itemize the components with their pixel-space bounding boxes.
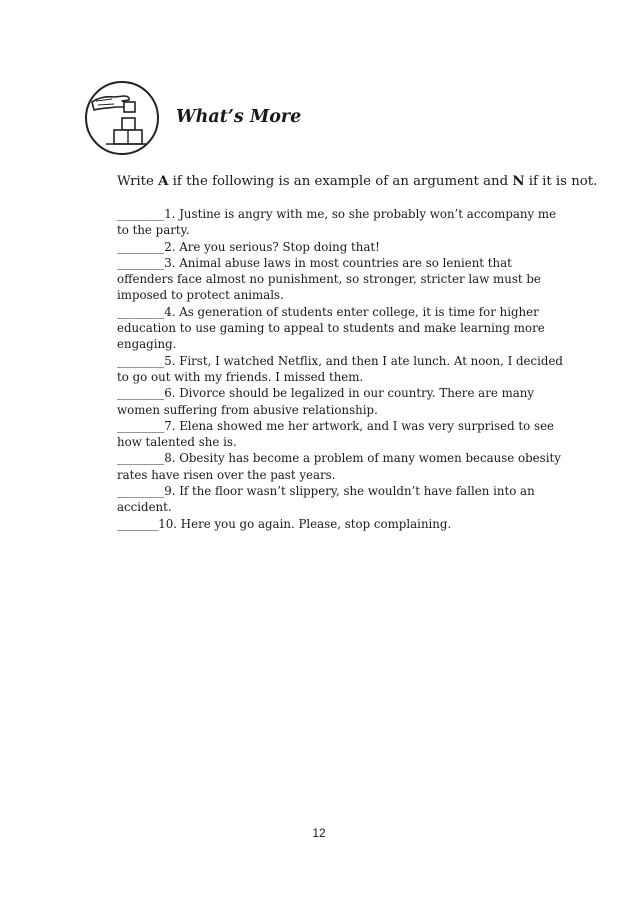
answer-blank[interactable]: ________	[117, 386, 165, 401]
page-number: 12	[312, 826, 326, 840]
answer-blank[interactable]: ________	[117, 304, 165, 319]
instruction-post: if it is not.	[524, 174, 598, 189]
question-text: 9. If the floor wasn’t slippery, she wouldn’t have fallen into an accident.	[117, 484, 535, 515]
instruction-mid: if the following is an example of an argument and	[168, 174, 513, 189]
answer-blank[interactable]: ________	[117, 239, 165, 254]
question-item	[117, 483, 569, 516]
question-text: 4. As generation of students enter college, it is time for higher education to use gaming to appeal to students and make learning more engaging.	[117, 304, 545, 352]
answer-blank[interactable]: ________	[117, 207, 165, 221]
answer-blank[interactable]: ________	[117, 353, 165, 368]
section-header	[84, 80, 404, 160]
answer-blank[interactable]: ________	[117, 255, 165, 270]
question-item	[117, 239, 569, 255]
question-item	[117, 255, 569, 304]
question-list	[117, 206, 569, 532]
question-item	[117, 516, 569, 532]
question-text: 7. Elena showed me her artwork, and I was very surprised to see how talented she is.	[117, 418, 555, 450]
answer-blank[interactable]: ________	[117, 451, 165, 466]
question-text: 1. Justine is angry with me, so she probably won’t accompany me to the party.	[117, 207, 557, 238]
answer-blank[interactable]: ________	[117, 484, 165, 499]
hand-stacking-blocks-icon	[84, 80, 164, 160]
answer-blank[interactable]: ________	[117, 418, 165, 433]
answer-blank[interactable]: _______	[117, 516, 159, 531]
question-text: 2. Are you serious? Stop doing that!	[164, 239, 380, 254]
question-item	[117, 418, 569, 451]
question-item	[117, 206, 569, 239]
instruction-letter-a: A	[158, 174, 169, 189]
section-title: What’s More	[176, 107, 302, 127]
question-text: 6. Divorce should be legalized in our country. There are many women suffering from abusive relationship.	[117, 386, 535, 417]
question-text: 10. Here you go again. Please, stop complaining.	[158, 516, 452, 531]
instruction-letter-n: N	[512, 174, 525, 189]
instruction-pre: Write	[117, 174, 159, 189]
question-text: 3. Animal abuse laws in most countries are so lenient that offenders face almost no punishment, so stronger, stricter law must be imposed to protect animals.	[117, 255, 541, 303]
question-text: 8. Obesity has become a problem of many women because obesity rates have risen over the past years.	[117, 451, 561, 482]
question-item	[117, 353, 569, 386]
question-text: 5. First, I watched Netflix, and then I ate lunch. At noon, I decided to go out with my friends. I missed them.	[117, 353, 563, 384]
question-item	[117, 304, 569, 353]
instruction-text	[117, 173, 598, 191]
question-item	[117, 450, 569, 483]
question-item	[117, 385, 569, 418]
